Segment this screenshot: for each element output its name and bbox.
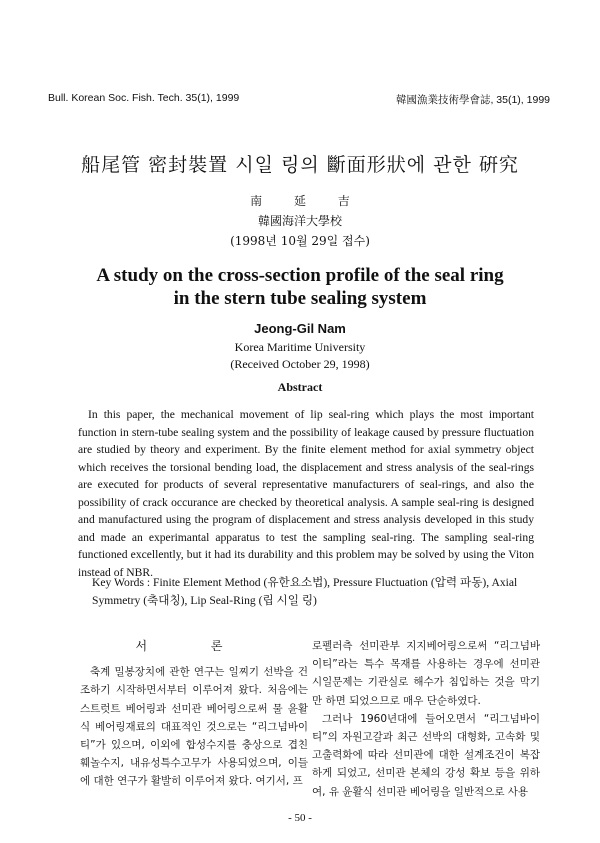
korean-author: 南 延 吉	[250, 194, 350, 208]
keywords	[92, 574, 537, 609]
body-column-right	[312, 637, 540, 801]
korean-title: 船尾管 密封裝置 시일 링의 斷面形狀에 관한 硏究	[81, 154, 519, 176]
intro-paragraph-2: 그러나 1960년대에 들어오면서 “리그넘바이티”의 자원고갈과 최근 선박의 대형화, 고속화 및 고출력화에 따라 선미관에 대한 설계조건이 복잡하게 되었고, 선미관 본체의 강성 확보 등을 위하여, 유 윤활식 선미관 베어링을 일반적으로 사용	[312, 712, 540, 798]
keywords-text: Finite Element Method (유한요소법), Pressure Fluctuation (압력 파동), Axial Symmetry (축대칭), Lip Seal-Ring (립 시일 링)	[92, 576, 518, 607]
english-author: Jeong-Gil Nam	[254, 321, 346, 336]
english-title-line-2: in the stern tube sealing system	[173, 288, 427, 309]
section-heading-introduction: 서 론	[135, 639, 253, 653]
english-affiliation: Korea Maritime University	[234, 340, 366, 354]
page-number: - 50 -	[288, 812, 312, 824]
intro-paragraph-1-continued: 로펠러측 선미관부 지지베어링으로써 “리그넘바이티”라는 특수 목재를 사용하는 경우에 선미관 시일문제는 기관실로 해수가 침입하는 것을 막기만 하면 되었으므로 매우 단순하였다.	[312, 640, 540, 707]
keywords-label: Key Words :	[92, 576, 151, 589]
journal-header-korean: 韓國漁業技術學會誌, 35(1), 1999	[395, 94, 550, 106]
journal-header-english: Bull. Korean Soc. Fish. Tech. 35(1), 1999	[48, 92, 240, 104]
abstract-body: In this paper, the mechanical movement of lip seal-ring which plays the most important function in stern-tube sealing system and the possibility of leakage caused by pressure fluctuation are studied by theory and experiment. By the finite element method for axial symmetry object which receives the torsional bending load, the displacement and stress analysis of the seal-rings are executed for products of several representative manufacturers of seal-rings, and also the possibility of crack occurance are checked by theoretical analysis. A sample seal-ring is designed and manufactured using the program of displacement and stress analysis developed in this study and made an experimantal apparatus to test the sampling seal-ring. The sampling seal-ring functioned excellently, but it had its durability and this problem may be solved by using the Viton instead of NBR.	[78, 408, 534, 579]
korean-affiliation: 韓國海洋大學校	[257, 214, 342, 228]
body-column-left	[80, 637, 308, 791]
english-received-date: (Received October 29, 1998)	[230, 357, 370, 371]
english-title	[0, 264, 600, 310]
korean-received-date: (1998년 10월 29일 접수)	[230, 234, 370, 248]
intro-paragraph-1: 축계 밀봉장치에 관한 연구는 일찌기 선박을 건조하기 시작하면서부터 이루어져 왔다. 처음에는 스트럿트 베어링과 선미관 베어링으로써 물 윤활식 베어링재료의 대표적인 것으로는 “리그넘바이티”가 있으며, 이외에 합성수지를 충상으로 겹친 훼놀수지, 내유성특수고무가 사용되었으며, 이들에 대한 연구가 활발히 이루어져 왔다. 여기서, 프	[80, 666, 308, 788]
abstract-heading: Abstract	[277, 380, 323, 394]
english-title-line-1: A study on the cross-section profile of the seal ring	[96, 265, 504, 286]
